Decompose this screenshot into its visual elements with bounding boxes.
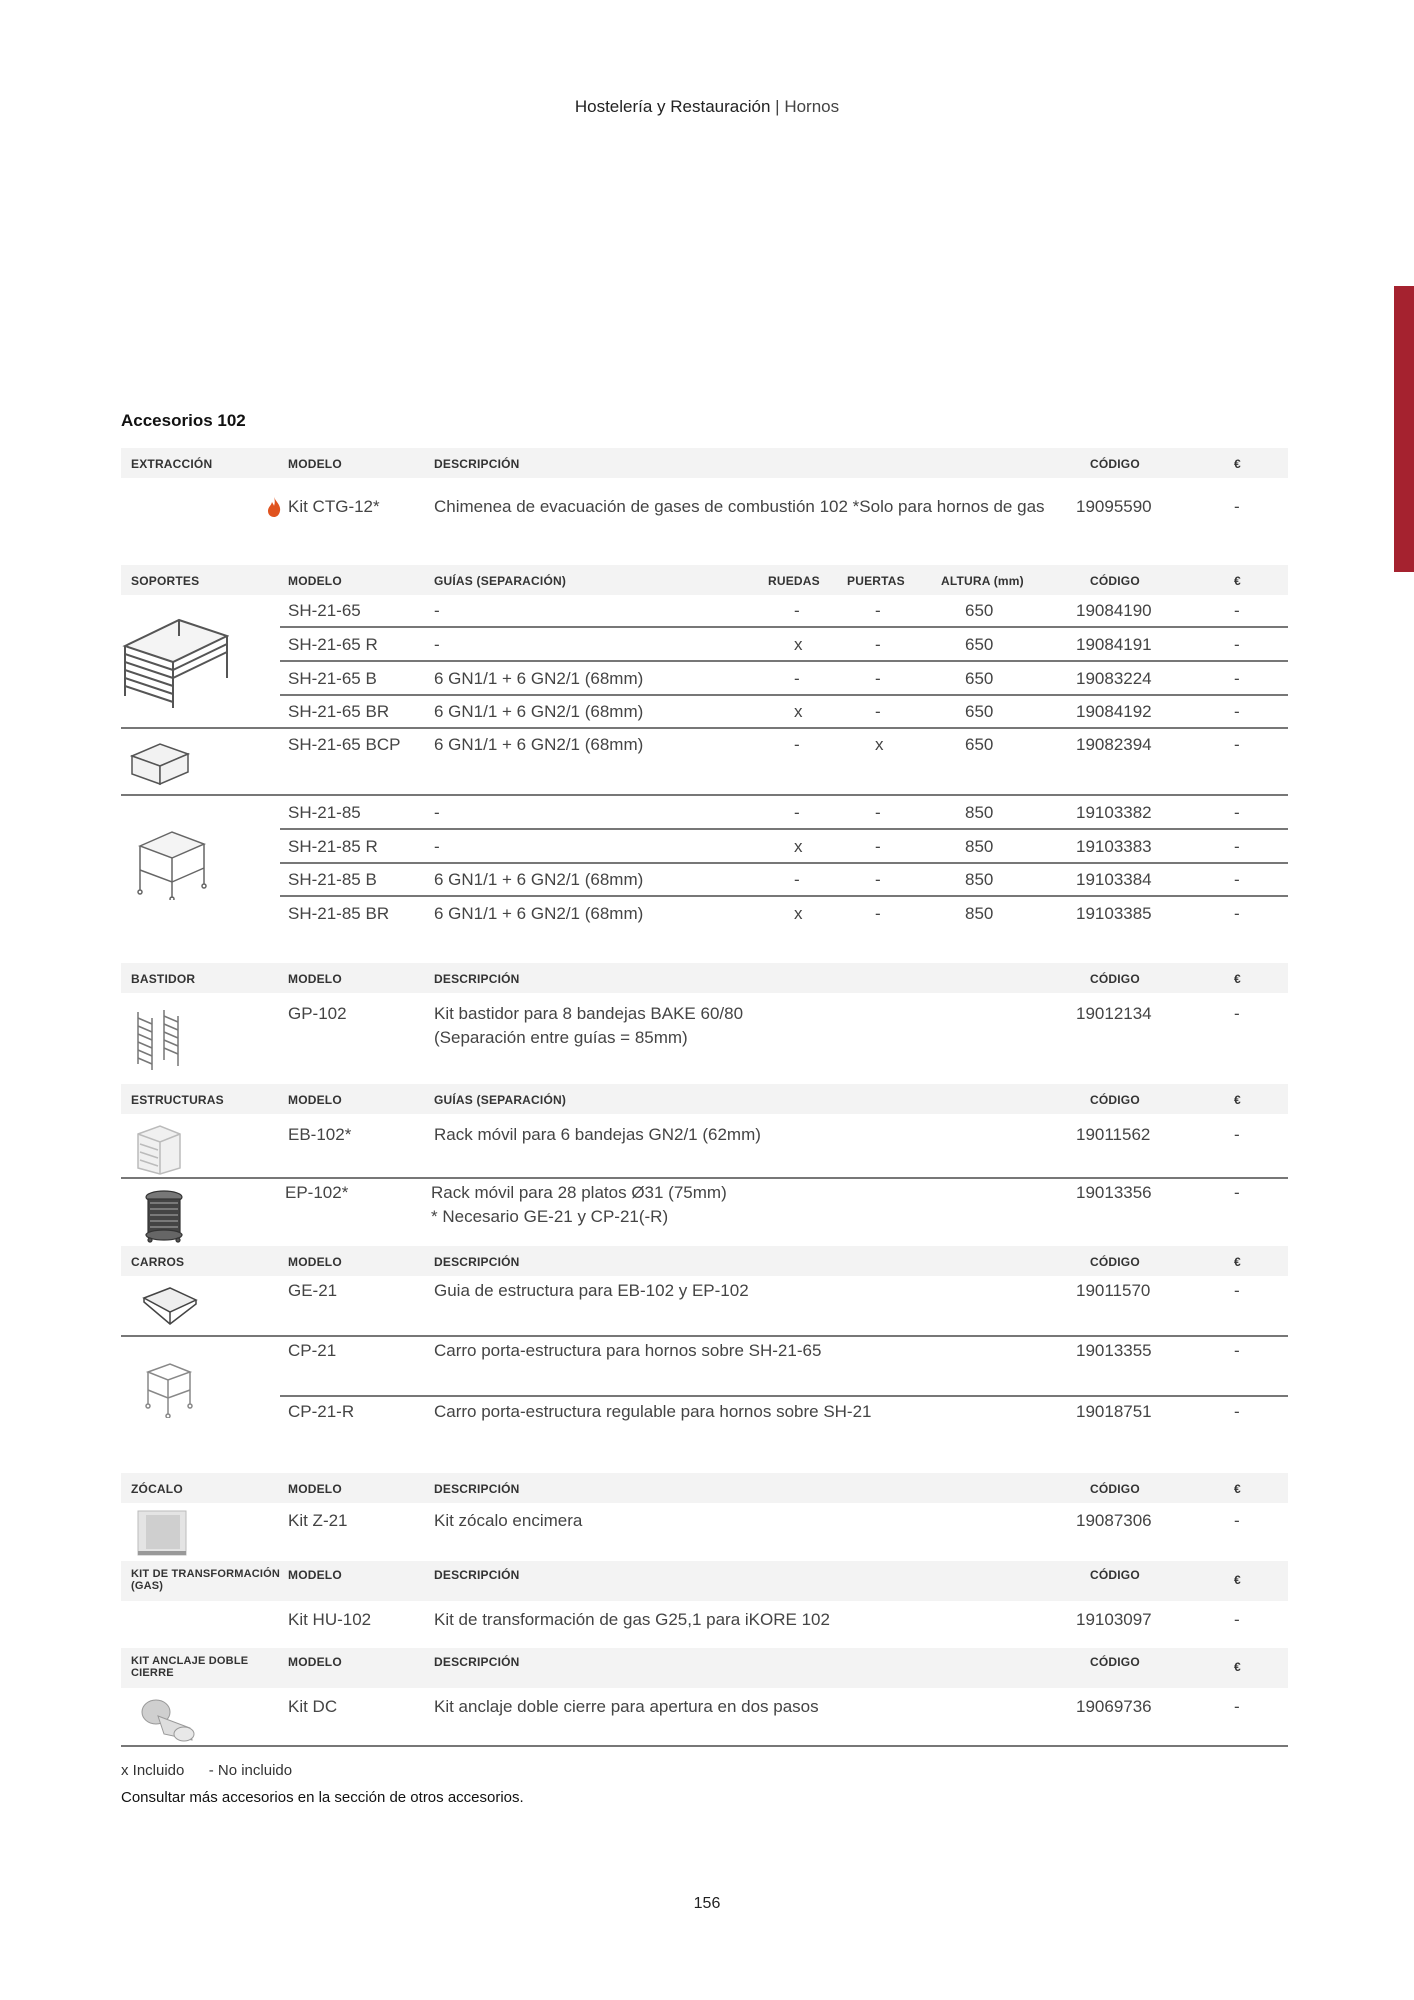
code-cell: 19069736 xyxy=(1076,1697,1152,1716)
desc-cell: Carro porta-estructura regulable para hornos sobre SH-21 xyxy=(434,1402,872,1421)
model-cell: SH-21-65 BR xyxy=(288,702,390,721)
header-modelo: MODELO xyxy=(288,1482,342,1496)
running-header xyxy=(0,97,1414,117)
model-cell: GE-21 xyxy=(288,1281,338,1300)
model-cell: EB-102* xyxy=(288,1125,352,1144)
height-cell: 850 xyxy=(965,803,994,822)
header-cat: ESTRUCTURAS xyxy=(131,1093,224,1107)
doors-cell: - xyxy=(875,702,881,721)
price-cell: - xyxy=(1234,1281,1240,1300)
latch-kit-image xyxy=(138,1694,200,1744)
doors-cell: - xyxy=(875,803,881,822)
height-cell: 650 xyxy=(965,601,994,620)
row-divider xyxy=(280,626,1288,628)
row-divider xyxy=(121,1335,1288,1337)
header-codigo: CÓDIGO xyxy=(1090,1568,1140,1582)
header-modelo: MODELO xyxy=(288,1255,342,1269)
code-cell: 19103384 xyxy=(1076,870,1152,889)
doors-cell: - xyxy=(875,837,881,856)
zocalo-header xyxy=(121,1473,1288,1503)
header-modelo: MODELO xyxy=(288,1655,342,1669)
desc-cell: Rack móvil para 28 platos Ø31 (75mm) xyxy=(431,1183,727,1202)
price-cell: - xyxy=(1234,1511,1240,1530)
model-cell: Kit Z-21 xyxy=(288,1511,348,1530)
wheels-cell: x xyxy=(794,904,803,923)
guides-cell: - xyxy=(434,837,440,856)
guides-cell: - xyxy=(434,635,440,654)
code-cell: 19103097 xyxy=(1076,1610,1152,1629)
header-cat-line2: CIERRE xyxy=(131,1667,174,1679)
row-divider xyxy=(121,1177,1288,1179)
price-cell: - xyxy=(1234,601,1240,620)
guide-tray-image xyxy=(140,1284,200,1326)
header-euro: € xyxy=(1234,1660,1241,1674)
price-cell: - xyxy=(1234,702,1240,721)
desc-cell-line2: (Separación entre guías = 85mm) xyxy=(434,1028,688,1047)
estructuras-header xyxy=(121,1084,1288,1114)
header-guias: GUÍAS (SEPARACIÓN) xyxy=(434,574,567,588)
header-desc: DESCRIPCIÓN xyxy=(434,1568,520,1582)
code-cell: 19103382 xyxy=(1076,803,1152,822)
header-modelo: MODELO xyxy=(288,972,342,986)
code-cell: 19084192 xyxy=(1076,702,1152,721)
code-cell: 19103385 xyxy=(1076,904,1152,923)
flame-icon xyxy=(266,496,282,518)
header-codigo: CÓDIGO xyxy=(1090,972,1140,986)
price-cell: - xyxy=(1234,669,1240,688)
header-cat: ZÓCALO xyxy=(131,1482,183,1496)
header-desc: DESCRIPCIÓN xyxy=(434,972,520,986)
header-euro: € xyxy=(1234,574,1241,588)
model-cell: SH-21-85 B xyxy=(288,870,377,889)
soportes-header xyxy=(121,565,1288,595)
plinth-image xyxy=(134,1507,190,1559)
model-cell: CP-21 xyxy=(288,1341,337,1360)
guides-cell: - xyxy=(434,601,440,620)
price-cell: - xyxy=(1234,1183,1240,1202)
price-cell: - xyxy=(1234,1402,1240,1421)
wheels-cell: x xyxy=(794,702,803,721)
header-euro: € xyxy=(1234,1255,1241,1269)
height-cell: 850 xyxy=(965,870,994,889)
rack-frame-image xyxy=(134,1008,182,1072)
code-cell: 19103383 xyxy=(1076,837,1152,856)
model-cell: EP-102* xyxy=(285,1183,349,1202)
model-cell: GP-102 xyxy=(288,1004,347,1023)
header-desc: GUÍAS (SEPARACIÓN) xyxy=(434,1093,567,1107)
header-subsection: Hornos xyxy=(784,97,840,116)
row-divider xyxy=(280,694,1288,696)
guides-cell: - xyxy=(434,803,440,822)
code-cell: 19095590 xyxy=(1076,497,1152,516)
desc-cell: Guia de estructura para EB-102 y EP-102 xyxy=(434,1281,749,1300)
model-cell: Kit CTG-12* xyxy=(288,497,380,516)
header-euro: € xyxy=(1234,1482,1241,1496)
row-divider xyxy=(280,895,1288,897)
header-cat: KIT DE TRANSFORMACIÓN xyxy=(131,1568,281,1580)
height-cell: 650 xyxy=(965,669,994,688)
desc-cell: Kit de transformación de gas G25,1 para iKORE 102 xyxy=(434,1610,830,1629)
legend xyxy=(121,1762,292,1779)
code-cell: 19084190 xyxy=(1076,601,1152,620)
header-cat: CARROS xyxy=(131,1255,185,1269)
header-codigo: CÓDIGO xyxy=(1090,1255,1140,1269)
kit-anclaje-header xyxy=(121,1648,1288,1688)
header-cat: KIT ANCLAJE DOBLE xyxy=(131,1655,249,1667)
header-modelo: MODELO xyxy=(288,574,342,588)
price-cell: - xyxy=(1234,497,1240,516)
height-cell: 650 xyxy=(965,635,994,654)
header-desc: DESCRIPCIÓN xyxy=(434,1255,520,1269)
wheels-cell: - xyxy=(794,870,800,889)
header-modelo: MODELO xyxy=(288,457,342,471)
guides-cell: 6 GN1/1 + 6 GN2/1 (68mm) xyxy=(434,904,644,923)
code-cell: 19082394 xyxy=(1076,735,1152,754)
row-divider xyxy=(280,660,1288,662)
extraccion-header xyxy=(121,448,1288,478)
header-cat-line2: (GAS) xyxy=(131,1580,164,1592)
row-divider xyxy=(121,794,1288,796)
support-stand-image xyxy=(121,608,229,710)
model-cell: SH-21-65 xyxy=(288,601,361,620)
price-cell: - xyxy=(1234,837,1240,856)
price-cell: - xyxy=(1234,904,1240,923)
doors-cell: - xyxy=(875,904,881,923)
header-euro: € xyxy=(1234,972,1241,986)
doors-cell: - xyxy=(875,870,881,889)
support-cabinet-image xyxy=(130,738,190,788)
wheels-cell: x xyxy=(794,635,803,654)
plate-rack-image xyxy=(142,1189,186,1243)
header-codigo: CÓDIGO xyxy=(1090,574,1140,588)
header-desc: DESCRIPCIÓN xyxy=(434,1482,520,1496)
code-cell: 19083224 xyxy=(1076,669,1152,688)
price-cell: - xyxy=(1234,635,1240,654)
code-cell: 19084191 xyxy=(1076,635,1152,654)
price-cell: - xyxy=(1234,1341,1240,1360)
model-cell: SH-21-65 BCP xyxy=(288,735,401,754)
height-cell: 650 xyxy=(965,735,994,754)
desc-cell: Carro porta-estructura para hornos sobre SH-21-65 xyxy=(434,1341,822,1360)
height-cell: 650 xyxy=(965,702,994,721)
model-cell: Kit HU-102 xyxy=(288,1610,372,1629)
header-cat: BASTIDOR xyxy=(131,972,196,986)
desc-cell-line2: * Necesario GE-21 y CP-21(-R) xyxy=(431,1207,669,1226)
header-euro: € xyxy=(1234,1573,1241,1587)
trolley-image xyxy=(144,1358,194,1418)
header-codigo: CÓDIGO xyxy=(1090,457,1140,471)
wheels-cell: x xyxy=(794,837,803,856)
model-cell: SH-21-65 R xyxy=(288,635,378,654)
row-divider xyxy=(280,1395,1288,1397)
guides-cell: 6 GN1/1 + 6 GN2/1 (68mm) xyxy=(434,870,644,889)
wheels-cell: - xyxy=(794,803,800,822)
model-cell: Kit DC xyxy=(288,1697,338,1716)
guides-cell: 6 GN1/1 + 6 GN2/1 (68mm) xyxy=(434,669,644,688)
price-cell: - xyxy=(1234,1125,1240,1144)
doors-cell: x xyxy=(875,735,884,754)
code-cell: 19087306 xyxy=(1076,1511,1152,1530)
desc-cell: Kit anclaje doble cierre para apertura en dos pasos xyxy=(434,1697,819,1716)
carros-header xyxy=(121,1246,1288,1276)
code-cell: 19018751 xyxy=(1076,1402,1152,1421)
page-title: Accesorios 102 xyxy=(121,411,246,430)
header-ruedas: RUEDAS xyxy=(768,574,820,588)
price-cell: - xyxy=(1234,1004,1240,1023)
header-section: Hostelería y Restauración xyxy=(574,97,771,116)
header-cat: SOPORTES xyxy=(131,574,200,588)
code-cell: 19011562 xyxy=(1076,1125,1151,1144)
doors-cell: - xyxy=(875,669,881,688)
price-cell: - xyxy=(1234,1610,1240,1629)
legend-included: x Incluido xyxy=(121,1762,185,1779)
bastidor-header xyxy=(121,963,1288,993)
section-tab-marker xyxy=(1394,286,1414,572)
desc-cell: Kit zócalo encimera xyxy=(434,1511,583,1530)
height-cell: 850 xyxy=(965,837,994,856)
header-desc: DESCRIPCIÓN xyxy=(434,457,520,471)
model-cell: CP-21-R xyxy=(288,1402,355,1421)
code-cell: 19013355 xyxy=(1076,1341,1152,1360)
header-cat: EXTRACCIÓN xyxy=(131,457,213,471)
table-bottom-rule xyxy=(121,1745,1288,1747)
row-divider xyxy=(121,727,1288,729)
header-desc: DESCRIPCIÓN xyxy=(434,1655,520,1669)
wheels-cell: - xyxy=(794,669,800,688)
header-euro: € xyxy=(1234,457,1241,471)
kit-gas-header xyxy=(121,1561,1288,1601)
desc-cell: Rack móvil para 6 bandejas GN2/1 (62mm) xyxy=(434,1125,761,1144)
height-cell: 850 xyxy=(965,904,994,923)
guides-cell: 6 GN1/1 + 6 GN2/1 (68mm) xyxy=(434,702,644,721)
doors-cell: - xyxy=(875,635,881,654)
model-cell: SH-21-85 R xyxy=(288,837,378,856)
header-codigo: CÓDIGO xyxy=(1090,1482,1140,1496)
row-divider xyxy=(280,862,1288,864)
price-cell: - xyxy=(1234,870,1240,889)
wheels-cell: - xyxy=(794,601,800,620)
code-cell: 19013356 xyxy=(1076,1183,1152,1202)
wheels-cell: - xyxy=(794,735,800,754)
header-codigo: CÓDIGO xyxy=(1090,1655,1140,1669)
row-divider xyxy=(280,828,1288,830)
header-codigo: CÓDIGO xyxy=(1090,1093,1140,1107)
desc-cell: Chimenea de evacuación de gases de combustión 102 *Solo para hornos de gas xyxy=(434,497,1045,516)
page-number: 156 xyxy=(693,1895,721,1912)
more-accessories-note: Consultar más accesorios en la sección de otros accesorios. xyxy=(121,1789,524,1806)
model-cell: SH-21-85 xyxy=(288,803,361,822)
price-cell: - xyxy=(1234,1697,1240,1716)
model-cell: SH-21-65 B xyxy=(288,669,377,688)
header-puertas: PUERTAS xyxy=(847,574,905,588)
header-euro: € xyxy=(1234,1093,1241,1107)
model-cell: SH-21-85 BR xyxy=(288,904,390,923)
header-separator: | xyxy=(775,97,780,116)
guides-cell: 6 GN1/1 + 6 GN2/1 (68mm) xyxy=(434,735,644,754)
code-cell: 19012134 xyxy=(1076,1004,1152,1023)
header-modelo: MODELO xyxy=(288,1093,342,1107)
legend-not-included: - No incluido xyxy=(208,1762,293,1779)
mobile-rack-image xyxy=(134,1122,184,1176)
desc-cell: Kit bastidor para 8 bandejas BAKE 60/80 xyxy=(434,1004,744,1023)
price-cell: - xyxy=(1234,735,1240,754)
header-altura: ALTURA (mm) xyxy=(941,574,1024,588)
support-high-stand-image xyxy=(136,826,208,900)
header-modelo: MODELO xyxy=(288,1568,342,1582)
price-cell: - xyxy=(1234,803,1240,822)
doors-cell: - xyxy=(875,601,881,620)
code-cell: 19011570 xyxy=(1076,1281,1151,1300)
